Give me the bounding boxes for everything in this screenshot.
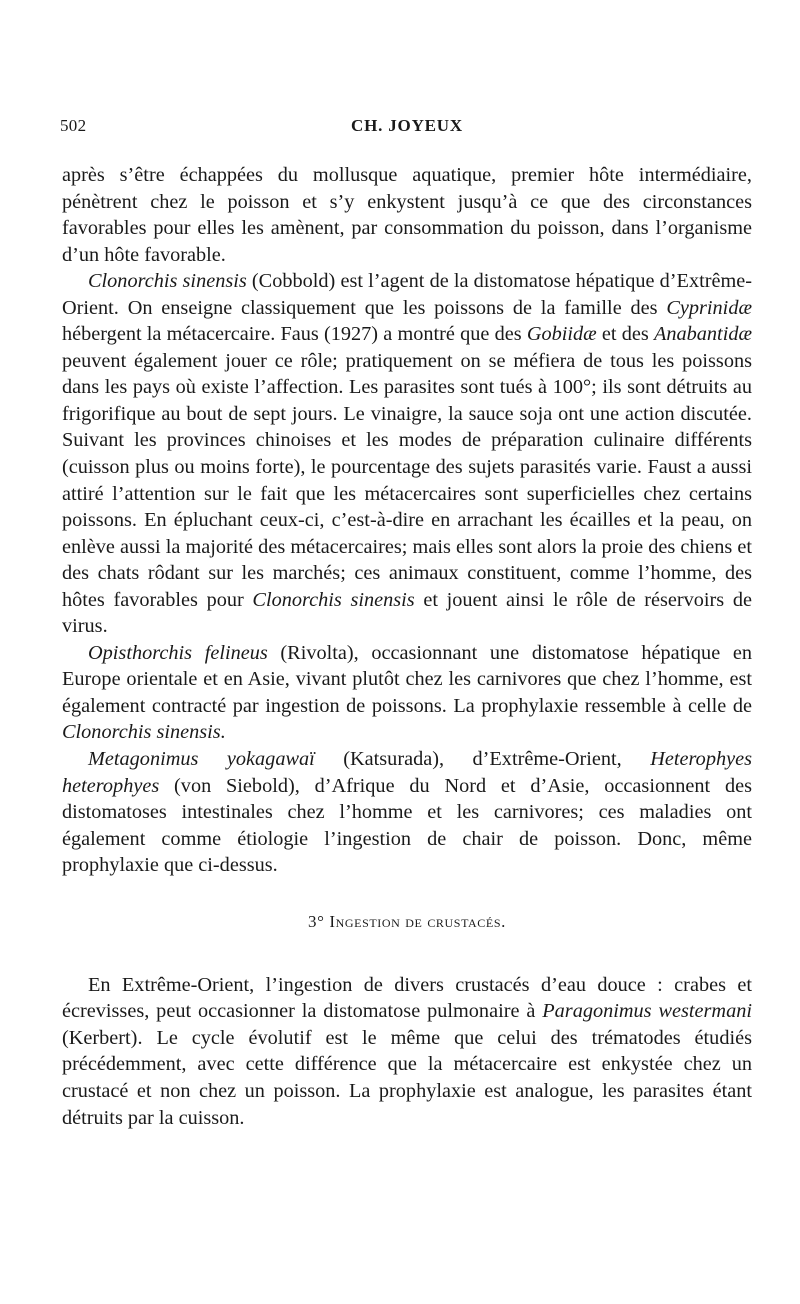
text-run: et jouent ainsi le rôle de réservoirs de virus. bbox=[62, 588, 752, 638]
text-run: et des bbox=[596, 323, 654, 346]
paragraph-clonorchis bbox=[62, 268, 752, 640]
section-title: Ingestion de crustacés. bbox=[329, 911, 506, 931]
paragraph-crustaces bbox=[62, 972, 752, 1131]
species-name: Clonorchis sinensis. bbox=[62, 721, 226, 744]
species-name: Opisthorchis felineus bbox=[88, 641, 268, 664]
running-head bbox=[62, 116, 752, 146]
book-page bbox=[62, 116, 752, 1131]
family-name: Gobiidæ bbox=[526, 323, 597, 346]
text-run: (Rivolta), occasionnant une distomatose hépatique en Europe orientale et en Asie, vivant plutôt chez les carnivores que chez l’homme, est également contracté par ingestion de poissons. La prophylaxie ressemble à celle de bbox=[62, 641, 752, 717]
text-run: peuvent également jouer ce rôle; pratiquement on se méfiera de tous les poissons dans les pays où existe l’affection. Les parasites sont tués à 100°; ils sont détruits au frigorifique au bout de sept jours. Le vinaigre, la sauce soja ont une action discutée. Suivant les provinces chinoises et les modes de préparation culinaire différents (cuisson plus ou moins forte), le pourcentage des sujets parasités varie. Faust a aussi attiré l’attention sur le fait que les métacercaires sont superficielles chez certains poissons. En épluchant ceux-ci, c’est-à-dire en arrachant les écailles et la peau, on enlève aussi la majorité des métacercaires; mais elles sont alors la proie des chiens et des chats rôdant sur les marchés; ces animaux constituent, comme l’homme, des hôtes favorables pour bbox=[62, 349, 752, 611]
section-number: 3° bbox=[308, 911, 330, 931]
text-run: (Cobbold) est l’agent de la distomatose hépatique d’Extrême-Orient. On enseigne classiquement que les poissons de la famille des bbox=[62, 270, 753, 319]
species-name: Clonorchis sinensis bbox=[252, 588, 415, 611]
page-number: 502 bbox=[60, 116, 87, 135]
text-run: (Katsurada), d’Extrême-Orient, bbox=[314, 748, 651, 771]
body-text bbox=[62, 162, 752, 1131]
running-title: CH. JOYEUX bbox=[351, 116, 463, 135]
species-name: Heterophyes heterophyes bbox=[62, 748, 752, 797]
species-name: Metagonimus yokagawaï bbox=[88, 748, 315, 771]
species-name: Clonorchis sinensis bbox=[88, 270, 247, 293]
text-run: En Extrême-Orient, l’ingestion de divers crustacés d’eau douce : crabes et écrevisses, peut occasionner la distomatose pulmonaire à bbox=[62, 973, 752, 1023]
species-name: Paragonimus westermani bbox=[542, 1000, 752, 1023]
paragraph-opisthorchis bbox=[62, 640, 752, 746]
paragraph-metagonimus bbox=[62, 746, 752, 879]
section-heading bbox=[62, 912, 752, 932]
text-run: (von Siebold), d’Afrique du Nord et d’Asie, occasionnent des distomatoses intestinales chez l’homme et les carnivores; ces maladies ont également comme étiologie l’ingestion de chair de poisson. Donc, même prophylaxie que ci-dessus. bbox=[62, 774, 752, 877]
text-run: hébergent la métacercaire. Faus (1927) a montré que des bbox=[62, 323, 527, 346]
text-run: (Kerbert). Le cycle évolutif est le même que celui des trématodes étudiés précédemment, avec cette différence que la métacercaire est enkystée chez un crustacé et non chez un poisson. La prophylaxie est analogue, les parasites étant détruits par la cuisson. bbox=[62, 1026, 752, 1129]
paragraph-1: après s’être échappées du mollusque aquatique, premier hôte intermédiaire, pénètrent chez le poisson et s’y enkystent jusqu’à ce que des circonstances favorables pour elles les amènent, par consommation du poisson, dans l’organisme d’un hôte favorable. bbox=[62, 164, 752, 266]
family-name: Anabantidæ bbox=[653, 323, 752, 346]
family-name: Cyprinidæ bbox=[666, 296, 752, 319]
